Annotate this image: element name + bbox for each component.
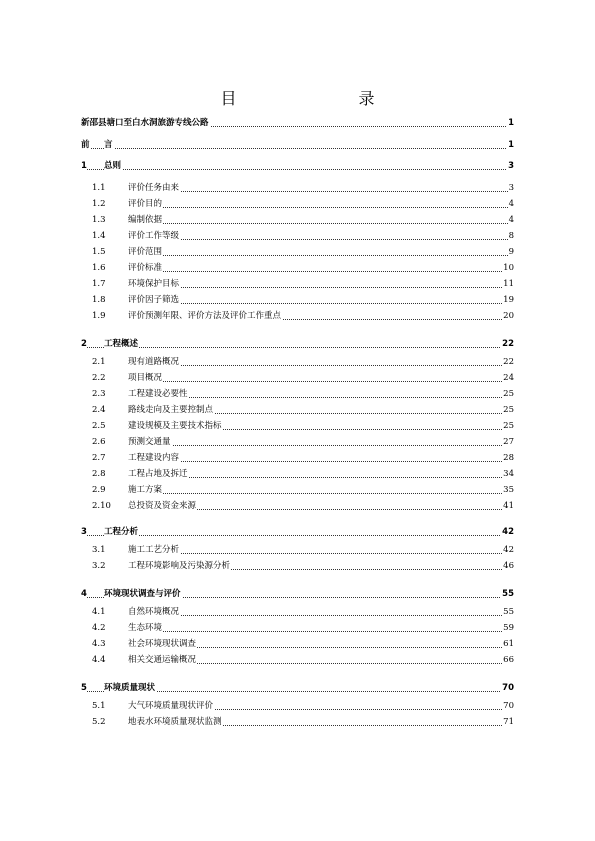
toc-entry[interactable] [0,294,595,306]
leader-dots [128,615,514,616]
toc-entry-number: 5.2 [92,717,106,727]
leader-dots [128,223,514,224]
toc-entry[interactable] [0,622,595,634]
toc-entry-label: 施工方案 [128,485,163,495]
toc-entry[interactable] [0,544,595,556]
leader-dots [128,303,514,304]
toc-entry-page: 8 [508,231,514,241]
toc-entry[interactable] [0,160,595,172]
toc-title: 目 录 [220,89,405,108]
toc-entry-page: 42 [503,545,514,555]
toc-entry[interactable] [0,246,595,258]
toc-entry-page: 35 [503,485,514,495]
toc-entry-number: 2.10 [92,501,111,511]
toc-entry-page: 70 [502,683,514,693]
toc-entry-number: 3.1 [92,545,106,555]
toc-entry-label: 地表水环境质量现状监测 [128,717,222,727]
toc-entry-number: 2.2 [92,373,106,383]
toc-entry-number: 1.6 [92,263,106,273]
toc-entry-number: 前 [81,140,90,150]
leader-dots [128,445,514,446]
toc-entry-page: 41 [503,501,514,511]
toc-entry-label: 评价标准 [128,263,163,273]
toc-entry-label: 大气环境质量现状评价 [128,701,214,711]
toc-entry-page: 59 [503,623,514,633]
toc-entry[interactable] [0,420,595,432]
toc-entry-label: 相关交通运输概况 [128,655,197,665]
toc-entry-number: 4 [81,589,87,599]
toc-entry-number: 3 [81,527,87,537]
leader-dots [128,239,514,240]
toc-entry[interactable] [0,436,595,448]
toc-entry-number: 3.2 [92,561,106,571]
toc-entry[interactable] [0,278,595,290]
leader-dots [81,347,514,348]
toc-entry-number: 4.3 [92,639,106,649]
toc-entry-number: 1.2 [92,199,106,209]
toc-entry-page: 11 [503,279,514,289]
toc-entry-label: 工程建设必要性 [128,389,188,399]
toc-entry[interactable] [0,182,595,194]
toc-entry[interactable] [0,638,595,650]
leader-dots [128,191,514,192]
toc-entry-page: 25 [503,405,514,415]
toc-entry-number: 4.1 [92,607,106,617]
toc-entry-page: 55 [503,607,514,617]
toc-entry[interactable] [0,388,595,400]
toc-entry-page: 24 [503,373,514,383]
toc-entry-page: 66 [503,655,514,665]
toc-entry-label: 现有道路概况 [128,357,180,367]
toc-entry-page: 9 [508,247,514,257]
leader-dots [128,207,514,208]
toc-entry-page: 4 [508,199,514,209]
toc-entry-label: 建设规模及主要技术指标 [128,421,222,431]
toc-entry-page: 1 [508,140,514,150]
toc-entry-page: 20 [503,311,514,321]
toc-entry-label: 项目概况 [128,373,163,383]
toc-entry-label: 环境质量现状 [104,683,156,693]
toc-entry-number: 2.9 [92,485,106,495]
toc-entry-page: 25 [503,389,514,399]
toc-entry[interactable] [0,404,595,416]
toc-entry-label: 生态环境 [128,623,163,633]
toc-entry[interactable] [0,262,595,274]
toc-entry-label: 工程占地及拆迁 [128,469,188,479]
toc-entry-label: 环境保护目标 [128,279,180,289]
toc-entry-label: 路线走向及主要控制点 [128,405,214,415]
toc-entry-page: 3 [508,161,514,171]
leader-dots [81,148,514,149]
toc-entry-page: 10 [503,263,514,273]
toc-entry-number: 1.3 [92,215,106,225]
toc-entry-label: 工程概述 [104,339,139,349]
toc-entry[interactable] [0,356,595,368]
toc-entry-label: 自然环境概况 [128,607,180,617]
toc-entry[interactable] [0,198,595,210]
toc-entry-label: 环境现状调查与评价 [104,589,181,599]
toc-entry-label: 工程分析 [104,527,139,537]
toc-entry-number: 2.1 [92,357,106,367]
toc-entry[interactable] [0,682,595,694]
leader-dots [128,287,514,288]
toc-entry-label: 施工工艺分析 [128,545,180,555]
toc-entry-label: 评价范围 [128,247,163,257]
toc-entry-number: 2 [81,339,87,349]
toc-entry[interactable] [0,338,595,350]
leader-dots [128,255,514,256]
leader-dots [81,535,514,536]
toc-entry-page: 25 [503,421,514,431]
toc-entry-number: 2.8 [92,469,106,479]
toc-entry-label: 评价工作等级 [128,231,180,241]
toc-entry-number: 1.1 [92,183,106,193]
leader-dots [128,631,514,632]
toc-entry[interactable] [0,230,595,242]
toc-entry-page: 22 [503,357,514,367]
toc-entry[interactable] [0,716,595,728]
toc-entry-page: 4 [508,215,514,225]
toc-entry[interactable] [0,139,595,151]
toc-entry-label: 言 [104,140,113,150]
toc-entry-number: 4.4 [92,655,106,665]
toc-entry[interactable] [0,372,595,384]
toc-entry-page: 19 [503,295,514,305]
toc-entry-number: 1.7 [92,279,106,289]
toc-entry-page: 1 [508,118,514,128]
toc-entry[interactable] [0,700,595,712]
toc-entry-page: 3 [508,183,514,193]
toc-entry[interactable] [0,468,595,480]
toc-entry-page: 71 [503,717,514,727]
toc-entry[interactable] [0,606,595,618]
toc-entry[interactable] [0,560,595,572]
toc-entry[interactable] [0,654,595,666]
toc-entry[interactable] [0,484,595,496]
toc-entry-label: 评价预测年限、评价方法及评价工作重点 [128,311,282,321]
leader-dots [128,381,514,382]
toc-entry-page: 42 [502,527,514,537]
toc-entry-page: 22 [502,339,514,349]
toc-entry-page: 55 [502,589,514,599]
toc-entry[interactable] [0,214,595,226]
toc-entry-number: 4.2 [92,623,106,633]
toc-entry-page: 70 [503,701,514,711]
toc-entry-label: 总投资及资金来源 [128,501,197,511]
toc-entry-page: 46 [503,561,514,571]
toc-entry-number: 5.1 [92,701,106,711]
toc-entry[interactable] [0,310,595,322]
leader-dots [128,365,514,366]
toc-entry-label: 社会环境现状调查 [128,639,197,649]
toc-entry-number: 2.4 [92,405,106,415]
toc-entry-page: 28 [503,453,514,463]
toc-entry-page: 27 [503,437,514,447]
toc-entry[interactable] [0,452,595,464]
toc-entry-number: 2.3 [92,389,106,399]
leader-dots [128,461,514,462]
toc-entry-label: 工程环境影响及污染源分析 [128,561,231,571]
toc-entry-label: 总则 [104,161,122,171]
leader-dots [128,271,514,272]
leader-dots [81,169,514,170]
toc-entry-number: 1 [81,161,87,171]
toc-entry-number: 5 [81,683,87,693]
toc-entry[interactable] [0,526,595,538]
toc-entry-label: 评价任务由来 [128,183,180,193]
toc-entry-number: 2.5 [92,421,106,431]
leader-dots [128,493,514,494]
toc-entry-page: 34 [503,469,514,479]
toc-entry-label: 评价因子筛选 [128,295,180,305]
toc-entry-number: 1.8 [92,295,106,305]
leader-dots [128,553,514,554]
toc-entry-number: 2.7 [92,453,106,463]
toc-entry-number: 2.6 [92,437,106,447]
toc-entry-label: 新邵县塘口至白水洞旅游专线公路 [81,118,209,128]
toc-entry-label: 工程建设内容 [128,453,180,463]
toc-entry[interactable] [0,117,595,129]
toc-entry-page: 61 [503,639,514,649]
toc-entry-label: 预测交通量 [128,437,171,447]
toc-entry-label: 评价目的 [128,199,163,209]
toc-entry[interactable] [0,500,595,512]
toc-entry-number: 1.5 [92,247,106,257]
toc-entry-number: 1.9 [92,311,106,321]
toc-entry-label: 编制依据 [128,215,163,225]
toc-entry[interactable] [0,588,595,600]
toc-entry-number: 1.4 [92,231,106,241]
